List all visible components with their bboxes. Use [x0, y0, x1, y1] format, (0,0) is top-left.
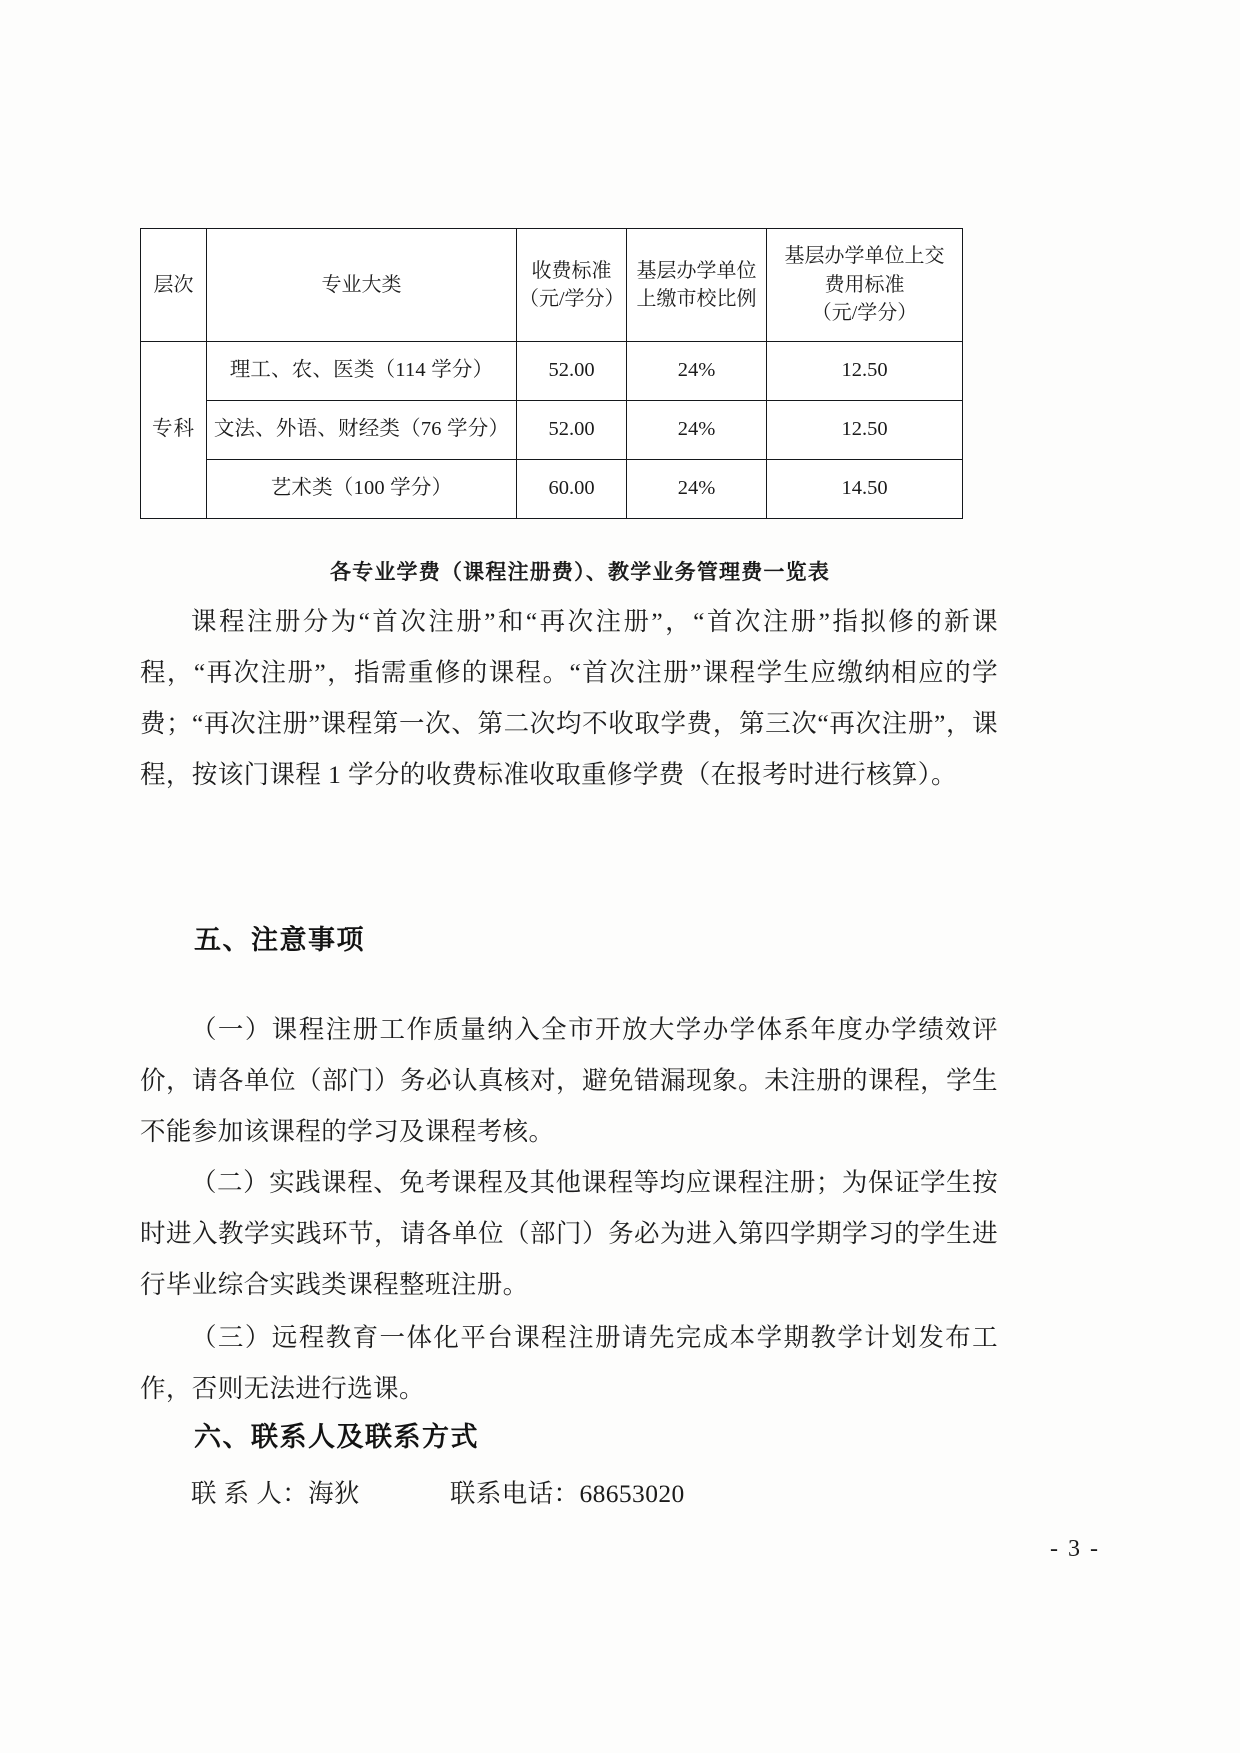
cell-major: 理工、农、医类（114 学分） [207, 342, 517, 401]
table-header-row [141, 229, 963, 342]
fee-table [140, 228, 963, 519]
cell-major: 艺术类（100 学分） [207, 460, 517, 519]
cell-ratio: 24% [627, 401, 767, 460]
table-row [141, 460, 963, 519]
section-five-item-a: （一）课程注册工作质量纳入全市开放大学办学体系年度办学绩效评价，请各单位（部门）务必认真核对，避免错漏现象。未注册的课程，学生不能参加该课程的学习及课程考核。 [140, 1015, 998, 1146]
header-fee-standard [517, 229, 627, 342]
section-heading-six: 六、联系人及联系方式 [194, 1422, 479, 1453]
table-row [141, 401, 963, 460]
section-five-item-c-block [140, 1312, 998, 1414]
cell-fee: 60.00 [517, 460, 627, 519]
contact-inner [140, 1470, 998, 1518]
header-ratio-line1: 基层办学单位 [636, 259, 757, 282]
intro-paragraph: 课程注册分为“首次注册”和“再次注册”，“首次注册”指拟修的新课程，“再次注册”，指需重修的课程。“首次注册”课程学生应缴纳相应的学费；“再次注册”课程第一次、第二次均不收取学费，第三次“再次注册”，课程，按该门课程 1 学分的收费标准收取重修学费（在报考时进行核算）。 [140, 607, 998, 789]
cell-level-zhuanke: 专科 [141, 342, 207, 519]
intro-paragraph-block [140, 596, 998, 800]
section-five-item-c: （三）远程教育一体化平台课程注册请先完成本学期教学计划发布工作，否则无法进行选课。 [140, 1323, 998, 1403]
section-heading-five: 五、注意事项 [194, 925, 365, 956]
cell-ratio: 24% [627, 460, 767, 519]
cell-submit: 14.50 [767, 460, 963, 519]
cell-fee: 52.00 [517, 401, 627, 460]
header-ratio [627, 229, 767, 342]
header-ratio-line2: 上缴市校比例 [636, 288, 757, 310]
header-fee-standard-line1: 收费标准 [531, 259, 612, 282]
table-body [141, 342, 963, 519]
cell-major: 文法、外语、财经类（76 学分） [207, 401, 517, 460]
table-row [141, 342, 963, 401]
header-submit-line1: 基层办学单位上交 [784, 245, 945, 268]
header-submit-line3: （元/学分） [811, 302, 918, 325]
contact-row [140, 1470, 998, 1518]
header-level: 层次 [141, 229, 207, 342]
page-number: - 3 - [1050, 1536, 1100, 1562]
cell-fee: 52.00 [517, 342, 627, 401]
header-submit-line2: 费用标准 [824, 273, 905, 296]
cell-submit: 12.50 [767, 401, 963, 460]
section-five-item-b-block [140, 1157, 998, 1310]
section-five-item-a-block [140, 1004, 998, 1157]
cell-submit: 12.50 [767, 342, 963, 401]
table-header [141, 229, 963, 342]
table-caption: 各专业学费（课程注册费）、教学业务管理费一览表 [329, 560, 831, 584]
header-major: 专业大类 [207, 229, 517, 342]
contact-person: 联 系 人：海狄 [191, 1479, 360, 1508]
header-submit-standard [767, 229, 963, 342]
contact-phone: 联系电话：68653020 [449, 1479, 685, 1508]
section-five-item-b: （二）实践课程、免考课程及其他课程等均应课程注册；为保证学生按时进入教学实践环节，请各单位（部门）务必为进入第四学期学习的学生进行毕业综合实践类课程整班注册。 [140, 1168, 998, 1299]
cell-ratio: 24% [627, 342, 767, 401]
header-fee-standard-line2: （元/学分） [519, 288, 625, 310]
